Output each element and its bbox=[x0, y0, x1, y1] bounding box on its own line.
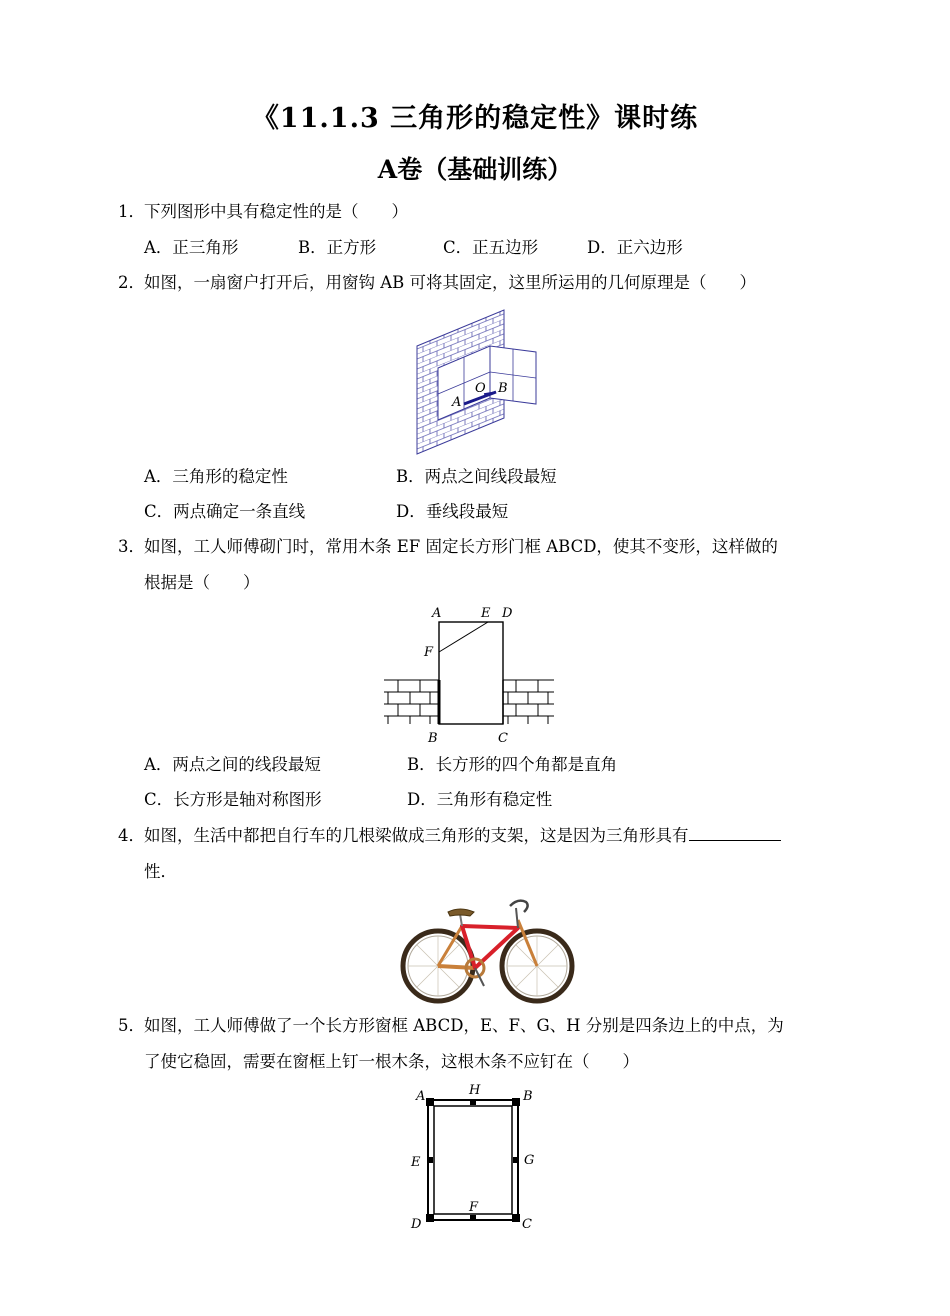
option-b: B．正方形 bbox=[298, 238, 377, 257]
label-f: F bbox=[424, 645, 434, 660]
option-d: D．垂线段最短 bbox=[396, 502, 509, 521]
option-c: C．长方形是轴对称图形 bbox=[144, 790, 322, 809]
section-subtitle: A卷（基础训练） bbox=[377, 155, 573, 184]
question-number: 4． bbox=[118, 826, 145, 845]
bicycle-figure bbox=[400, 890, 576, 1006]
label-a: A bbox=[416, 1089, 426, 1104]
option-c: C．正五边形 bbox=[443, 238, 539, 257]
door-frame-figure bbox=[384, 602, 556, 748]
question-3 bbox=[118, 529, 838, 565]
option-d: D．三角形有稳定性 bbox=[407, 790, 553, 809]
question-4-continued: 性． bbox=[144, 862, 177, 881]
label-c: C bbox=[498, 731, 508, 746]
question-4 bbox=[118, 818, 838, 854]
left-brick-wall bbox=[384, 680, 439, 724]
label-e: E bbox=[481, 606, 491, 621]
question-text: 下列图形中具有稳定性的是（ ） bbox=[144, 202, 408, 221]
option-a: A．两点之间的线段最短 bbox=[144, 755, 321, 774]
right-brick-wall bbox=[503, 680, 554, 724]
label-f: F bbox=[469, 1200, 479, 1215]
option-c: C．两点确定一条直线 bbox=[144, 502, 306, 521]
option-a: A．正三角形 bbox=[144, 238, 239, 257]
question-5-continued: 了使它稳固，需要在窗框上钉一根木条，这根木条不应钉在（ ） bbox=[144, 1052, 639, 1071]
option-b: B．两点之间线段最短 bbox=[396, 467, 557, 486]
page-title: 《11.1.3 三角形的稳定性》课时练 bbox=[251, 103, 699, 134]
label-b: B bbox=[498, 381, 508, 396]
question-1 bbox=[118, 194, 838, 230]
option-b: B．长方形的四个角都是直角 bbox=[407, 755, 618, 774]
question-text: 如图，工人师傅砌门时，常用木条 EF 固定长方形门框 ABCD，使其不变形，这样做的 bbox=[144, 537, 778, 556]
option-d: D．正六边形 bbox=[587, 238, 683, 257]
label-b: B bbox=[428, 731, 438, 746]
option-a: A．三角形的稳定性 bbox=[144, 467, 288, 486]
label-g: G bbox=[524, 1153, 535, 1168]
answer-blank[interactable] bbox=[689, 822, 781, 841]
question-text: 如图，生活中都把自行车的几根梁做成三角形的支架，这是因为三角形具有 bbox=[144, 826, 689, 845]
label-a: A bbox=[432, 606, 442, 621]
label-d: D bbox=[502, 606, 513, 621]
question-5 bbox=[118, 1008, 838, 1044]
label-h: H bbox=[469, 1083, 481, 1098]
window-figure bbox=[412, 306, 542, 458]
label-b: B bbox=[523, 1089, 533, 1104]
label-a: A bbox=[452, 395, 462, 410]
question-text: 如图，一扇窗户打开后，用窗钩 AB 可将其固定，这里所运用的几何原理是（ ） bbox=[144, 273, 757, 292]
question-number: 1． bbox=[118, 202, 145, 221]
question-number: 5． bbox=[118, 1016, 145, 1035]
window-frame-figure bbox=[406, 1078, 546, 1234]
question-2 bbox=[118, 265, 838, 301]
label-e: E bbox=[411, 1155, 421, 1170]
label-c: C bbox=[522, 1217, 532, 1232]
question-number: 3． bbox=[118, 537, 145, 556]
question-number: 2． bbox=[118, 273, 145, 292]
question-text: 如图，工人师傅做了一个长方形窗框 ABCD，E、F、G、H 分别是四条边上的中点，为 bbox=[144, 1016, 784, 1035]
question-3-continued: 根据是（ ） bbox=[144, 573, 260, 592]
label-o: O bbox=[475, 381, 486, 396]
label-d: D bbox=[411, 1217, 422, 1232]
